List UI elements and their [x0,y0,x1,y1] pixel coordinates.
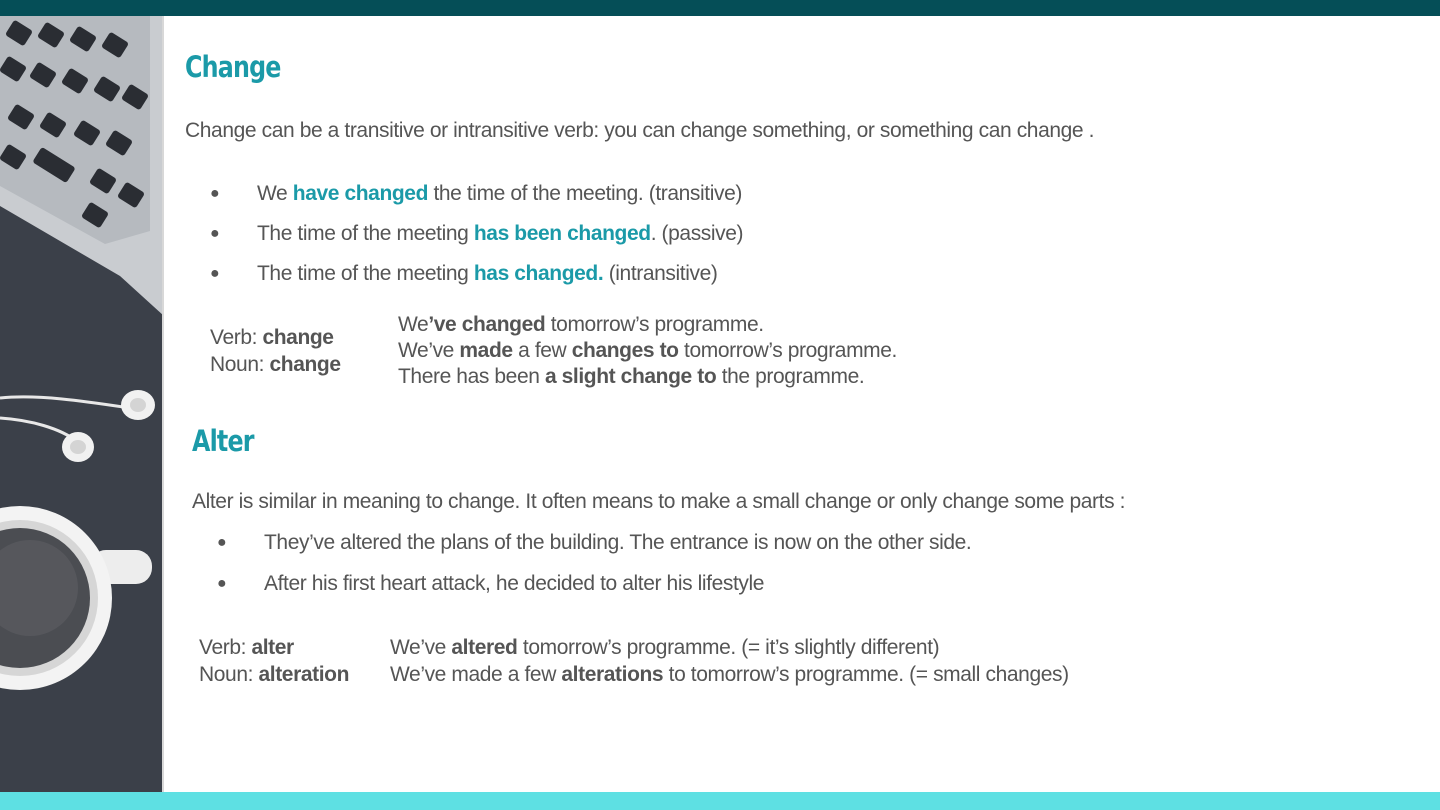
highlight-phrase: has changed. [473,262,604,285]
list-item [210,180,743,207]
highlight-phrase: has been changed [473,222,651,245]
bullet-text: The time of the meeting [257,222,474,245]
example-line: We’ve made a few changes to tomorrow’s programme. [398,339,897,362]
form-label: Noun: [199,663,259,686]
list-item [210,260,743,287]
bullet-text: . (passive) [650,222,744,245]
form-word: alter [251,636,294,659]
alter-heading: Alter [192,424,254,458]
bullet-text: They’ve altered the plans of the building. The entrance is now on the other side. [264,531,972,554]
bullet-icon: ● [210,185,220,202]
list-item [217,529,971,556]
change-examples [398,312,897,390]
bullet-text: The time of the meeting [257,262,474,285]
bullet-text: After his first heart attack, he decided to alter his lifestyle [264,572,765,595]
example-line: There has been a slight change to the programme. [398,365,865,388]
bullet-text: We [257,182,293,205]
bullet-text: the time of the meeting. (transitive) [428,182,742,205]
form-label: Noun: [210,353,270,376]
change-heading: Change [185,50,281,84]
bullet-icon: ● [217,534,227,551]
alter-bullet-list [217,529,971,597]
highlight-phrase: have changed [292,182,429,205]
verb-form [210,324,341,351]
bullet-icon: ● [210,225,220,242]
bullet-icon: ● [217,575,227,592]
form-word: change [262,326,334,349]
alter-examples [390,634,1069,688]
alter-word-forms [199,634,349,688]
bullet-icon: ● [210,265,220,282]
example-line: We’ve changed tomorrow’s programme. [398,313,764,336]
bullet-text: (intransitive) [603,262,718,285]
form-word: alteration [258,663,350,686]
noun-form [199,661,349,688]
example-line: We’ve altered tomorrow’s programme. (= it’s slightly different) [390,636,940,659]
change-word-forms [210,324,341,378]
form-word: change [269,353,341,376]
form-label: Verb: [199,636,252,659]
change-bullet-list [210,180,743,287]
example-line: We’ve made a few alterations to tomorrow’s programme. (= small changes) [390,663,1069,686]
list-item [210,220,743,247]
noun-form [210,351,341,378]
verb-form [199,634,349,661]
list-item [217,570,971,597]
alter-intro: Alter is similar in meaning to change. It often means to make a small change or only change some parts : [192,490,1126,513]
bottom-accent-bar [0,792,1440,810]
form-label: Verb: [210,326,263,349]
change-intro: Change can be a transitive or intransitive verb: you can change something, or something can change . [185,119,1095,142]
